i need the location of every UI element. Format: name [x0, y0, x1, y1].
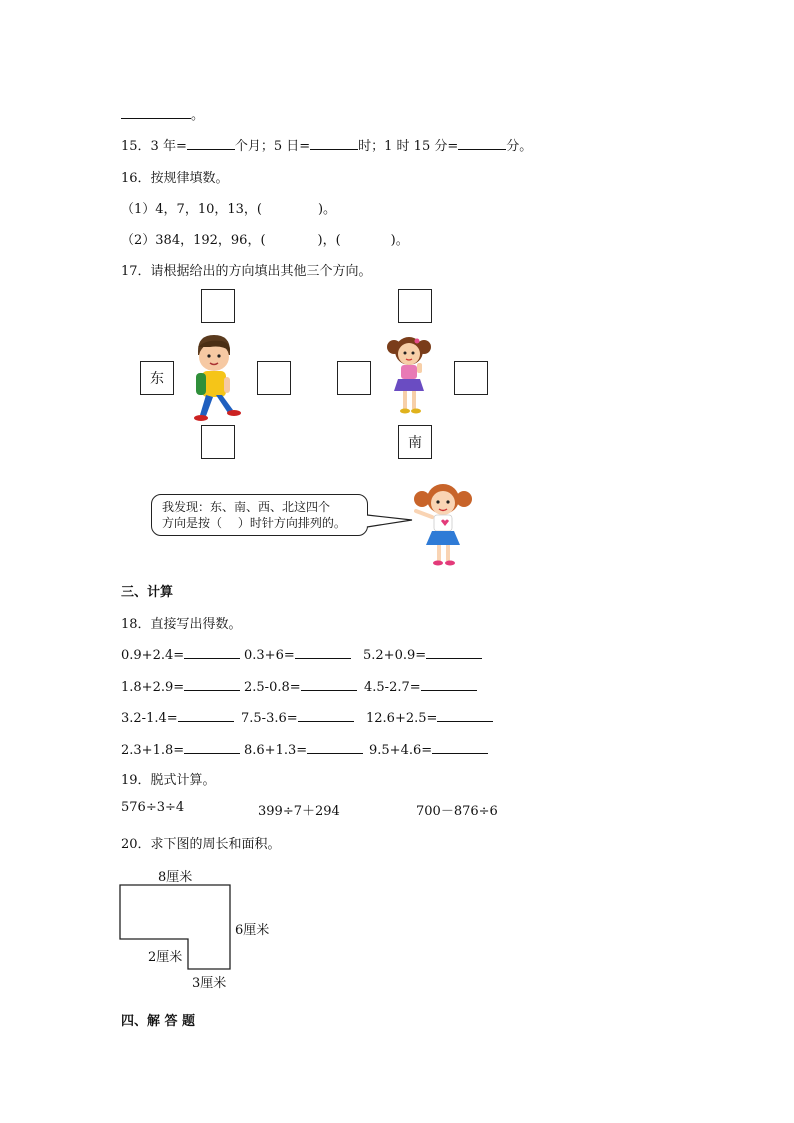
bubble-tail [366, 512, 416, 532]
answer-blank[interactable] [426, 645, 482, 659]
calc-expression: 0.3+6= [244, 648, 295, 663]
q15-part2: 个月；5 日= [234, 139, 311, 154]
calc-item [369, 740, 488, 758]
calc-expression: 8.6+1.3= [244, 743, 308, 758]
calc-expression: 3.2-1.4= [121, 711, 178, 726]
q16-line2 [121, 229, 409, 248]
calc-expression: 2.3+1.8= [121, 743, 185, 758]
q16-line2-mid: )，( [317, 233, 341, 248]
calc-item [244, 645, 351, 663]
label-right-length: 6厘米 [235, 923, 270, 938]
q16-line1 [121, 198, 336, 217]
calc-expression: 1.8+2.9= [121, 680, 185, 695]
answer-blank[interactable] [301, 677, 357, 691]
answer-blank[interactable] [437, 708, 493, 722]
q15-number: 15． [121, 139, 151, 154]
calc-item [244, 740, 363, 758]
q16-line2-end: )。 [390, 233, 409, 248]
calc-expression: 4.5-2.7= [364, 680, 421, 695]
calc-expression: 12.6+2.5= [366, 711, 438, 726]
calc-row [121, 740, 521, 758]
calc-expression: 2.5-0.8= [244, 680, 301, 695]
q19-title: 19．脱式计算。 [121, 773, 216, 788]
q19-item-1: 576÷3÷4 [121, 800, 185, 815]
q15-part4: 分。 [506, 139, 533, 154]
q14-tail [121, 104, 204, 123]
direction-box-right-left[interactable] [257, 361, 291, 395]
calc-item [363, 645, 482, 663]
answer-blank[interactable] [187, 136, 235, 150]
bubble-line-1: 我发现：东、南、西、北这四个 [162, 500, 331, 514]
direction-box-south [398, 425, 432, 459]
calc-expression: 5.2+0.9= [363, 648, 427, 663]
q20-title: 20．求下图的周长和面积。 [121, 837, 281, 852]
calc-item [121, 645, 240, 663]
q14-tail-text: 。 [191, 108, 205, 123]
south-label: 南 [408, 435, 422, 451]
label-bottom-length: 3厘米 [192, 976, 227, 991]
answer-blank[interactable] [298, 708, 354, 722]
girl-illustration [384, 333, 436, 419]
q15-part1: 3 年= [150, 139, 187, 154]
q19-item-2: 399÷7＋294 [258, 804, 340, 819]
direction-box-bottom-left[interactable] [201, 425, 235, 459]
direction-box-right-right[interactable] [454, 361, 488, 395]
calc-item [121, 740, 240, 758]
q16-line1-text: （1）4，7，10，13，( [121, 202, 262, 217]
question-15 [121, 135, 532, 154]
calc-row [121, 677, 521, 695]
calc-row [121, 708, 521, 726]
answer-blank[interactable] [295, 645, 351, 659]
calc-item [241, 708, 354, 726]
answer-blank[interactable] [421, 677, 477, 691]
answer-blank[interactable] [458, 136, 506, 150]
q18-title: 18．直接写出得数。 [121, 617, 242, 632]
girl-speaker-illustration [410, 479, 476, 569]
answer-blank[interactable] [432, 740, 488, 754]
answer-blank[interactable] [178, 708, 234, 722]
direction-box-east [140, 361, 174, 395]
q16-line2-text: （2）384，192，96，( [121, 233, 266, 248]
east-label: 东 [150, 371, 164, 387]
answer-blank[interactable] [184, 677, 240, 691]
label-top-length: 8厘米 [158, 870, 193, 885]
q16-title: 16．按规律填数。 [121, 171, 229, 186]
q15-part3: 时；1 时 15 分= [358, 139, 459, 154]
calc-item [366, 708, 493, 726]
section-3-heading: 三、计算 [121, 585, 174, 600]
answer-blank[interactable] [307, 740, 363, 754]
answer-blank[interactable] [121, 105, 191, 119]
direction-box-top-left[interactable] [201, 289, 235, 323]
direction-box-left-right[interactable] [337, 361, 371, 395]
calc-item [244, 677, 357, 695]
calc-expression: 7.5-3.6= [241, 711, 298, 726]
section-4-heading: 四、解 答 题 [121, 1014, 196, 1029]
calc-expression: 0.9+2.4= [121, 648, 185, 663]
calc-item [364, 677, 477, 695]
answer-blank[interactable] [184, 645, 240, 659]
answer-blank[interactable] [184, 740, 240, 754]
calc-row [121, 645, 521, 663]
bubble-line-2: 方向是按（ ）时针方向排列的。 [162, 516, 346, 530]
calc-item [121, 708, 234, 726]
answer-blank[interactable] [310, 136, 358, 150]
label-inner-length: 2厘米 [148, 950, 183, 965]
calc-item [121, 677, 240, 695]
q17-title: 17．请根据给出的方向填出其他三个方向。 [121, 264, 372, 279]
q19-item-3: 700－876÷6 [416, 804, 498, 819]
speech-bubble [151, 494, 368, 536]
q16-line1-end: )。 [317, 202, 337, 217]
direction-box-top-right[interactable] [398, 289, 432, 323]
boy-illustration [186, 333, 246, 423]
calc-expression: 9.5+4.6= [369, 743, 433, 758]
